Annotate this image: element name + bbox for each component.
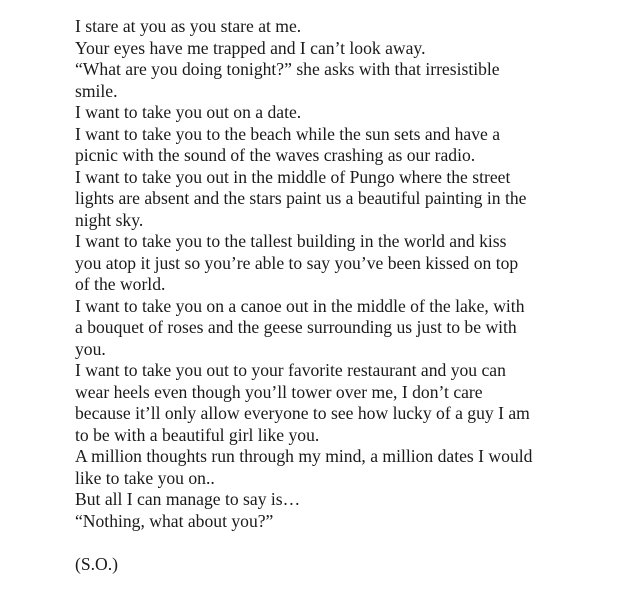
poem-line: I want to take you out in the middle of Pungo where the street: [75, 166, 511, 187]
poem-line: I want to take you to the tallest building in the world and kiss: [75, 231, 507, 251]
poem-line: because it’ll only allow everyone to see how lucky of a guy I am: [75, 403, 530, 423]
poem-line: I want to take you out to your favorite restaurant and you can: [75, 360, 506, 380]
poem-line: to be with a beautiful girl like you.: [75, 424, 320, 445]
poem-line: A million thoughts run through my mind, a million dates I would: [75, 446, 533, 466]
poem-line: I want to take you on a canoe out in the middle of the lake, with: [75, 295, 525, 316]
poem-line: I stare at you as you stare at me.: [75, 16, 302, 36]
poem-line: of the world.: [75, 274, 166, 294]
poem-line: night sky.: [75, 209, 144, 230]
poem-line: I want to take you to the beach while the sun sets and have a: [75, 123, 501, 144]
poem-line: a bouquet of roses and the geese surrounding us just to be with: [75, 317, 517, 337]
poem-line: Your eyes have me trapped and I can’t look away.: [75, 37, 426, 58]
poem-line: you.: [75, 338, 106, 359]
poem-line: lights are absent and the stars paint us a beautiful painting in the: [75, 188, 527, 208]
poem-line: But all I can manage to say is…: [75, 489, 301, 509]
signature: (S.O.): [75, 553, 119, 574]
poem-line: “What are you doing tonight?” she asks with that irresistible: [75, 59, 500, 79]
poem-line: wear heels even though you’ll tower over me, I don’t care: [75, 381, 483, 402]
poem-line: I want to take you out on a date.: [75, 102, 302, 122]
poem-line: “Nothing, what about you?”: [75, 510, 274, 531]
stanza-break: [75, 532, 635, 554]
poem-line: like to take you on..: [75, 467, 215, 488]
poem-text: [75, 16, 635, 575]
poem-line: smile.: [75, 80, 118, 101]
poem-line: you atop it just so you’re able to say you’ve been kissed on top: [75, 252, 519, 273]
poem-line: picnic with the sound of the waves crashing as our radio.: [75, 145, 476, 165]
